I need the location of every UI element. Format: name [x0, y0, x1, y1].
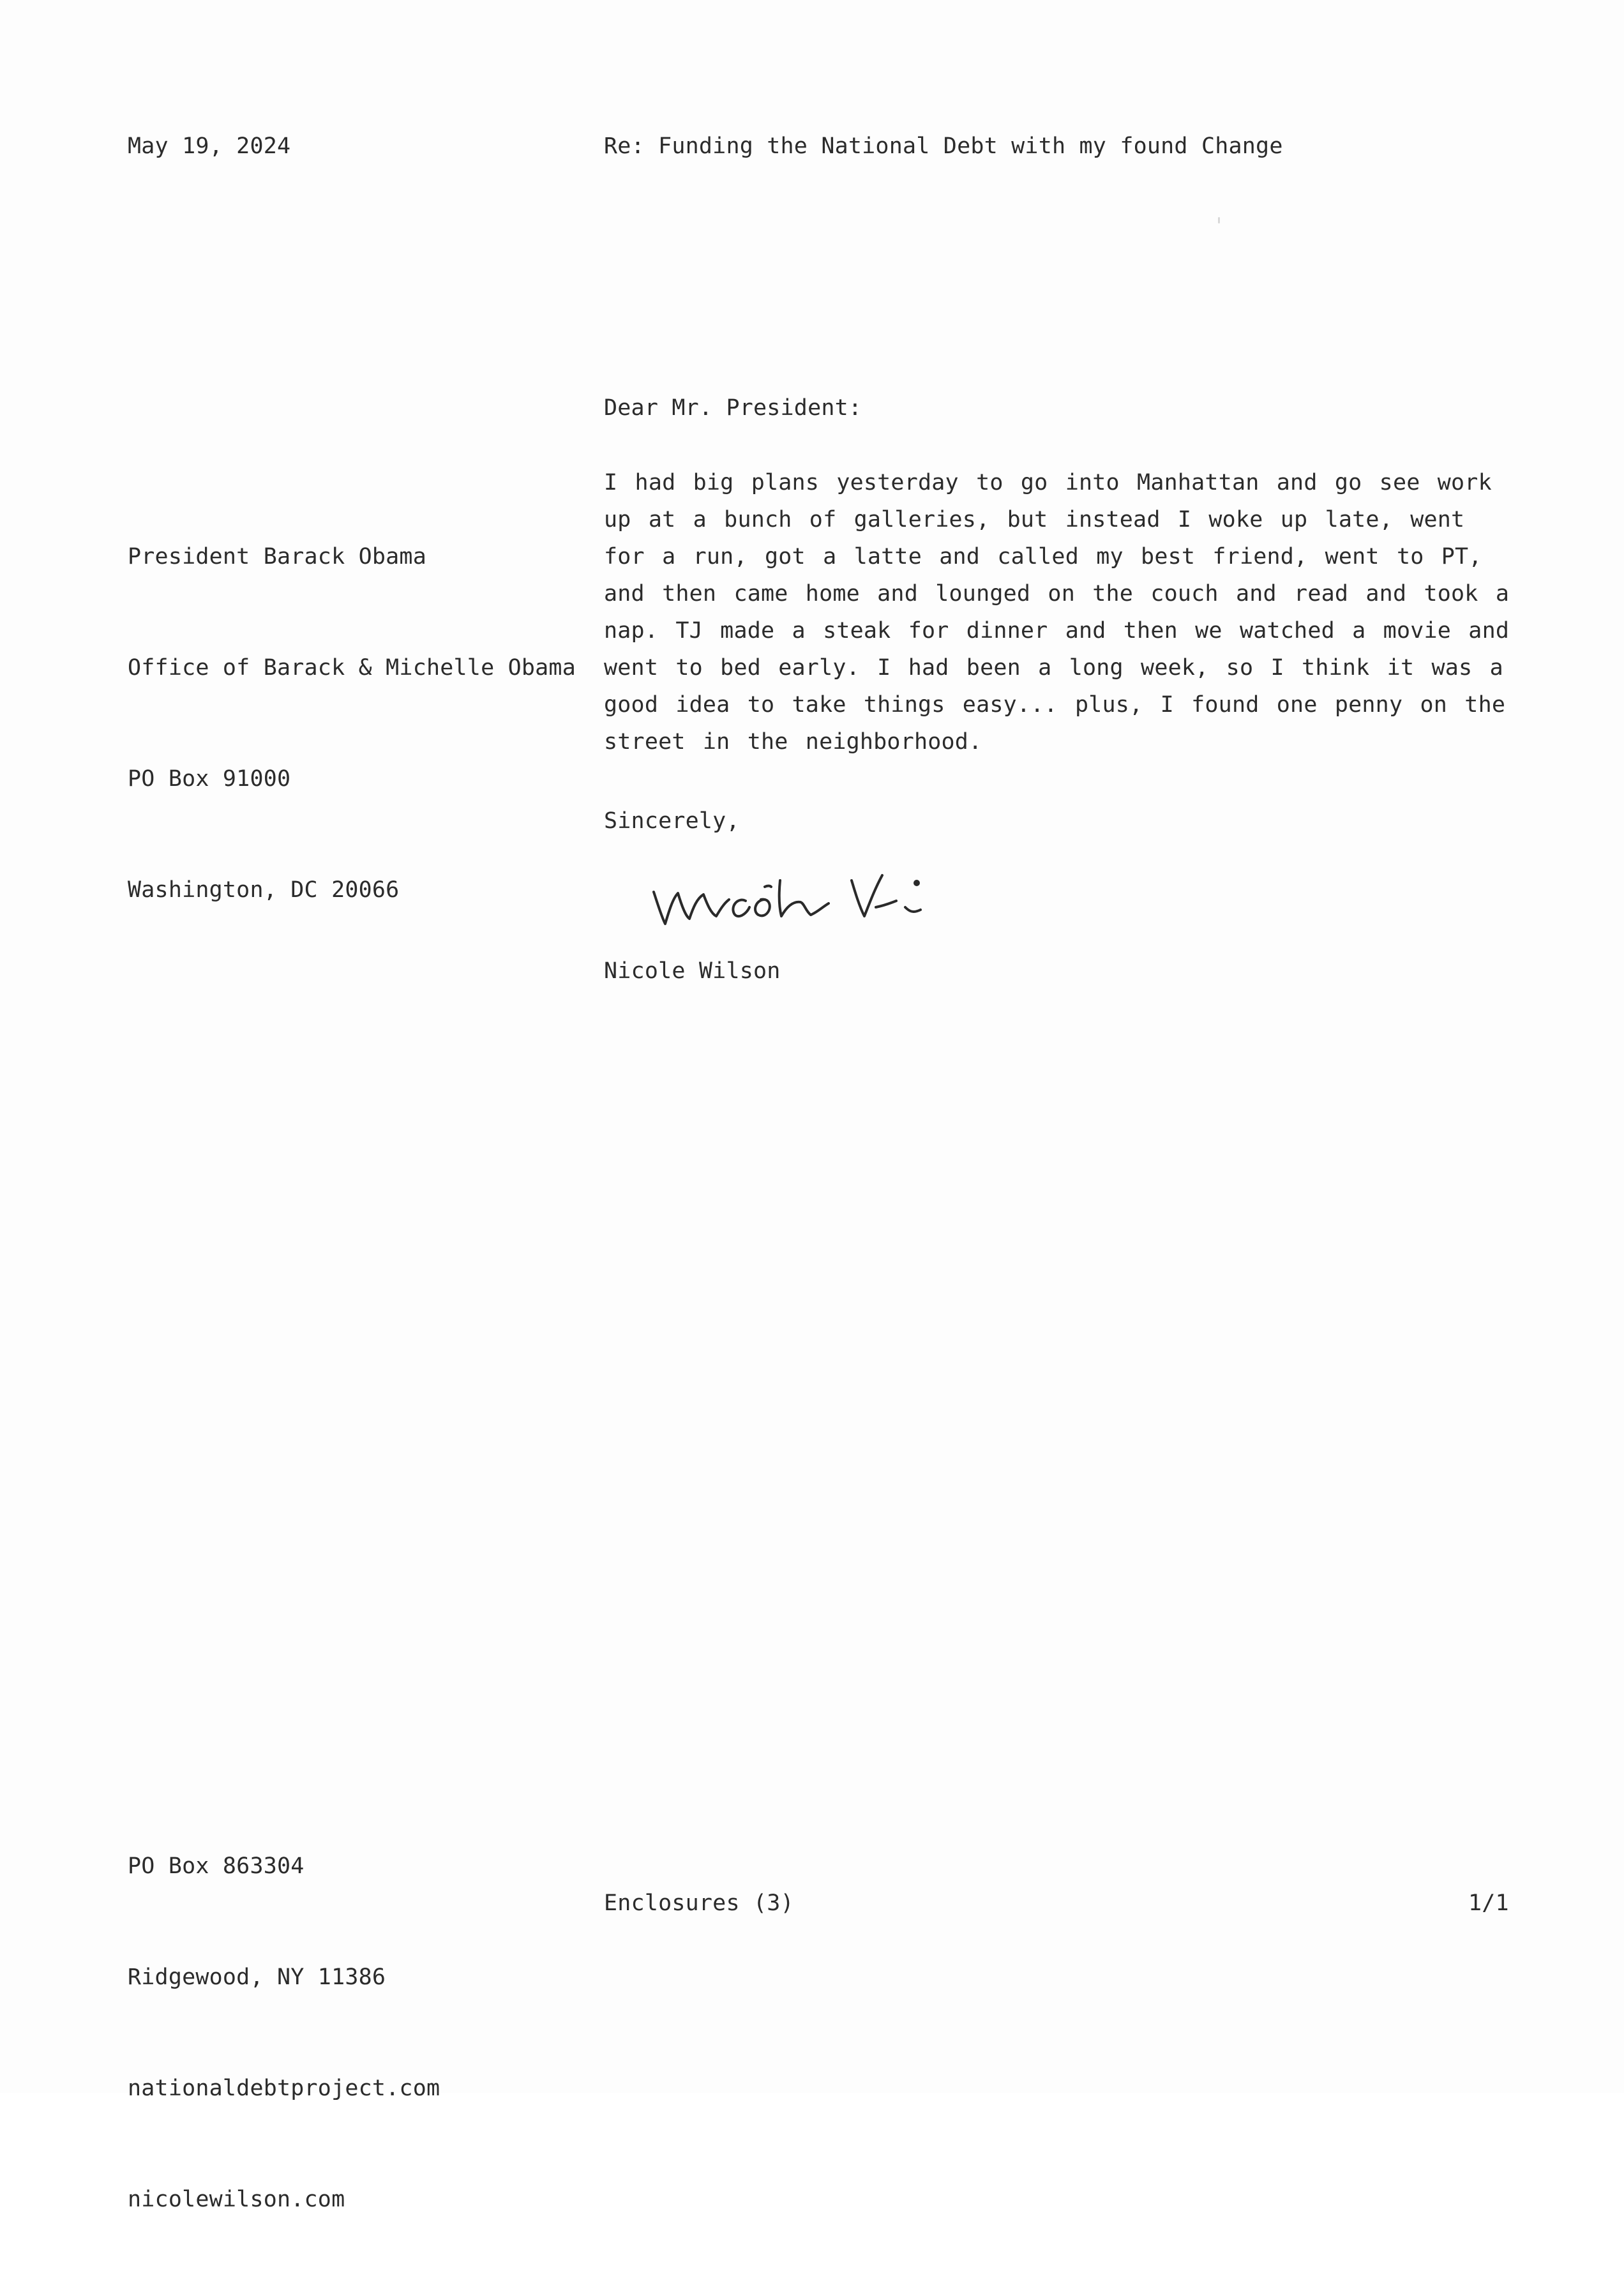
recipient-address — [128, 464, 576, 983]
sender-line: Ridgewood, NY 11386 — [128, 1964, 386, 1990]
sender-line: PO Box 863304 — [128, 1853, 304, 1879]
scan-speck — [1218, 217, 1220, 223]
letter-body: I had big plans yesterday to go into Manhattan and go see work up at a bunch of galleries, but instead I woke up late, went for a run, got a latte and called my best friend, went to PT, and then came home and lounged on the couch and read and took a nap. TJ made a steak for dinner and then we watched a movie and went to bed early. I had been a long week, so I think it was a good idea to take things easy... plus, I found one penny on the street in the neighborhood. — [604, 470, 1510, 755]
signer-name: Nicole Wilson — [604, 958, 781, 984]
enclosures-note: Enclosures (3) — [604, 1890, 794, 1916]
recipient-line: PO Box 91000 — [128, 766, 291, 792]
letter-closing: Sincerely, — [604, 808, 740, 834]
recipient-line: President Barack Obama — [128, 544, 426, 569]
recipient-line: Office of Barack & Michelle Obama — [128, 655, 576, 681]
handwritten-signature — [645, 852, 951, 942]
sender-address — [128, 1774, 440, 2292]
salutation: Dear Mr. President: — [604, 395, 862, 421]
sender-website: nicolewilson.com — [128, 2187, 345, 2212]
letter-subject: Re: Funding the National Debt with my found Change — [604, 133, 1283, 159]
letter-date: May 19, 2024 — [128, 133, 291, 159]
sender-website: nationaldebtproject.com — [128, 2076, 440, 2101]
page-number: 1/1 — [1468, 1890, 1509, 1916]
recipient-line: Washington, DC 20066 — [128, 877, 400, 903]
